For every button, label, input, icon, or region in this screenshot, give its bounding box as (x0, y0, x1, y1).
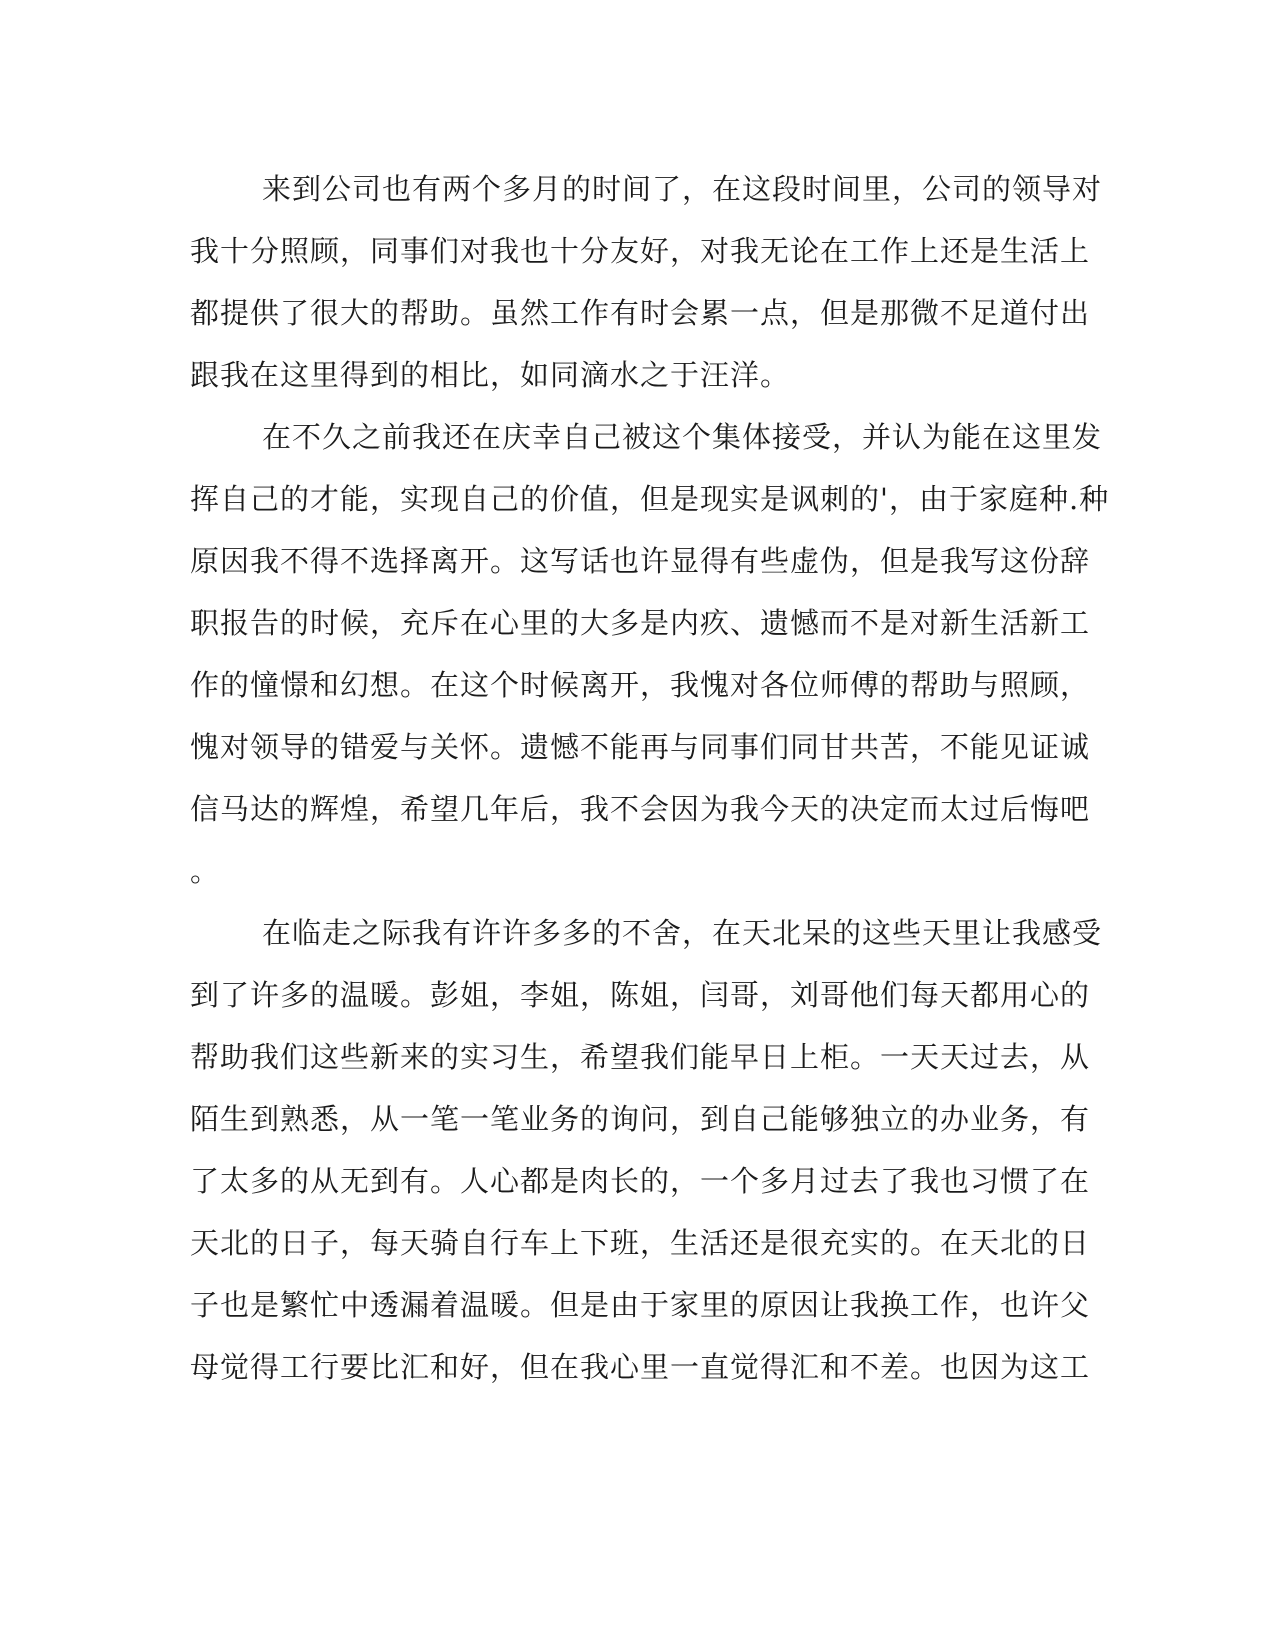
text-line: 陌生到熟悉，从一笔一笔业务的询问，到自己能够独立的办业务，有 (190, 1102, 1091, 1136)
text-line: 。 (190, 854, 221, 888)
text-line: 在临走之际我有许许多多的不舍，在天北呆的这些天里让我感受 (262, 916, 1103, 950)
text-line: 了太多的从无到有。人心都是肉长的，一个多月过去了我也习惯了在 (190, 1164, 1091, 1198)
text-line: 天北的日子，每天骑自行车上下班，生活还是很充实的。在天北的日 (190, 1226, 1091, 1260)
text-line: 子也是繁忙中透漏着温暖。但是由于家里的原因让我换工作，也许父 (190, 1288, 1091, 1322)
text-line: 母觉得工行要比汇和好，但在我心里一直觉得汇和不差。也因为这工 (190, 1350, 1091, 1384)
text-line: 在不久之前我还在庆幸自己被这个集体接受，并认为能在这里发 (262, 420, 1103, 454)
text-line: 挥自己的才能，实现自己的价值，但是现实是讽刺的'，由于家庭种.种 (190, 482, 1110, 516)
text-line: 来到公司也有两个多月的时间了，在这段时间里，公司的领导对 (262, 172, 1103, 206)
text-line: 我十分照顾，同事们对我也十分友好，对我无论在工作上还是生活上 (190, 234, 1091, 268)
text-line: 职报告的时候，充斥在心里的大多是内疚、遗憾而不是对新生活新工 (190, 606, 1091, 640)
text-line: 原因我不得不选择离开。这写话也许显得有些虚伪，但是我写这份辞 (190, 544, 1091, 578)
text-line: 都提供了很大的帮助。虽然工作有时会累一点，但是那微不足道付出 (190, 296, 1091, 330)
text-line: 愧对领导的错爱与关怀。遗憾不能再与同事们同甘共苦，不能见证诚 (190, 730, 1091, 764)
text-line: 帮助我们这些新来的实习生，希望我们能早日上柜。一天天过去，从 (190, 1040, 1091, 1074)
paragraph-3 (190, 902, 1103, 1398)
text-line: 作的憧憬和幻想。在这个时候离开，我愧对各位师傅的帮助与照顾， (190, 668, 1091, 702)
paragraph-2 (190, 406, 1110, 902)
text-line: 跟我在这里得到的相比，如同滴水之于汪洋。 (190, 358, 791, 392)
paragraph-1 (190, 158, 1103, 406)
text-line: 到了许多的温暖。彭姐，李姐，陈姐，闫哥，刘哥他们每天都用心的 (190, 978, 1091, 1012)
text-line: 信马达的辉煌，希望几年后，我不会因为我今天的决定而太过后悔吧 (190, 792, 1091, 826)
document-body (190, 158, 1110, 1398)
